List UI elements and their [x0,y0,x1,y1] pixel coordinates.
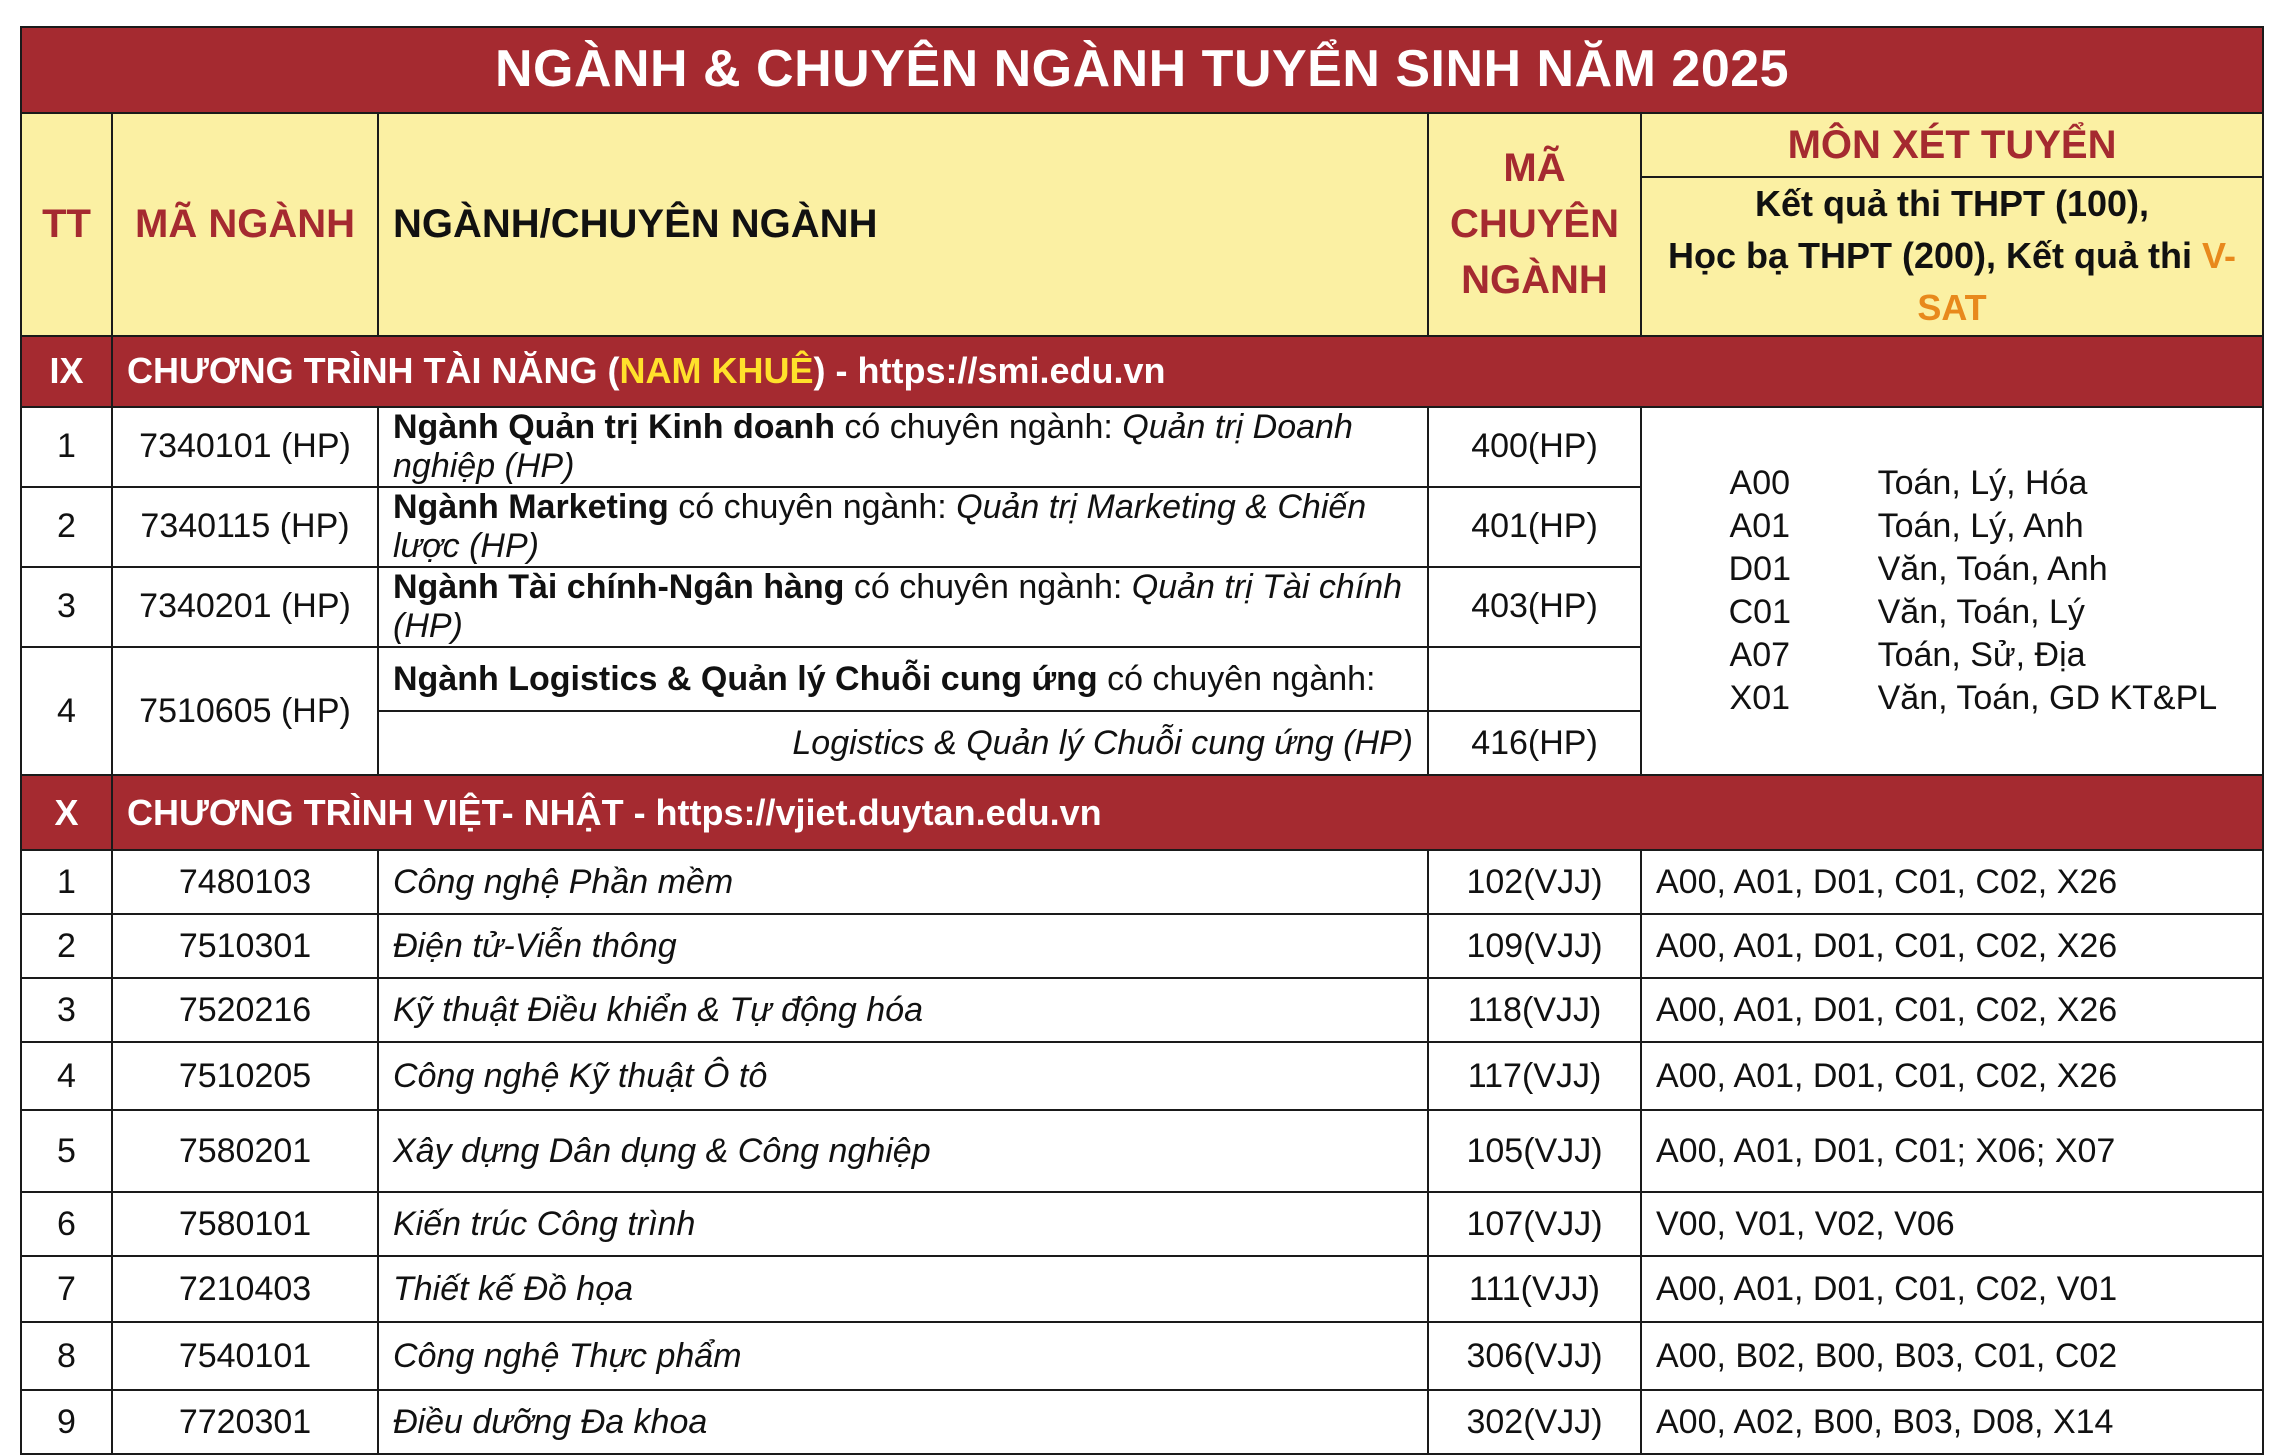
section-x-title: CHƯƠNG TRÌNH VIỆT- NHẬT - https://vjiet.duytan.edu.vn [112,775,2263,850]
header-ma-chuyen-nganh-line1: MÃ [1503,146,1566,191]
table-row [21,1322,2263,1390]
combo-subjects: Văn, Toán, Lý [1877,592,2085,631]
header-ma-chuyen-nganh-line2: CHUYÊN [1450,202,1619,247]
row-code: 7510605 (HP) [112,647,378,775]
specialization-name: Quản trị Marketing & Chiến lược (HP) [393,487,1367,565]
row-code: 7480103 [112,850,378,914]
major-name: Ngành Marketing [393,487,669,526]
header-nganh: NGÀNH/CHUYÊN NGÀNH [378,113,1428,336]
combo-code: C01 [1728,592,1791,631]
subject-combos-table [1642,462,2262,721]
row-code: 7540101 [112,1322,378,1390]
combo-subjects: Văn, Toán, Anh [1877,549,2108,588]
row-tt: 1 [21,850,112,914]
major-name: Ngành Quản trị Kinh doanh [393,407,835,446]
row-spec-code-empty [1428,647,1641,711]
row-tt: 1 [21,407,112,487]
combo-code: D01 [1728,549,1791,588]
table-row [21,914,2263,978]
row-tt: 4 [21,647,112,775]
admissions-table [20,26,2264,1455]
section-ix-title-prefix: CHƯƠNG TRÌNH TÀI NĂNG ( [127,350,620,392]
table-row [21,1256,2263,1322]
combo-subjects: Văn, Toán, GD KT&PL [1877,679,2218,718]
table-row [21,1390,2263,1454]
combo-code: A07 [1729,635,1791,674]
row-subjects: A00, A01, D01, C01, C02, X26 [1641,1042,2263,1110]
row-spec-code: 107(VJJ) [1428,1192,1641,1256]
row-code: 7340101 (HP) [112,407,378,487]
row-subjects: A00, B02, B00, B03, C01, C02 [1641,1322,2263,1390]
row-tt: 3 [21,567,112,647]
row-tt: 3 [21,978,112,1042]
major-connector: có chuyên ngành: [834,407,1123,446]
row-code: 7580201 [112,1110,378,1192]
row-spec-code: 102(VJJ) [1428,850,1641,914]
row-spec-code: 306(VJJ) [1428,1322,1641,1390]
table-row [21,407,2263,487]
row-spec-code: 400(HP) [1428,407,1641,487]
row-subjects: A00, A01, D01, C01, C02, V01 [1641,1256,2263,1322]
row-spec-code: 302(VJJ) [1428,1390,1641,1454]
row-code: 7340201 (HP) [112,567,378,647]
header-ma-nganh: MÃ NGÀNH [112,113,378,336]
table-row [21,978,2263,1042]
header-tt: TT [21,113,112,336]
row-spec-code: 105(VJJ) [1428,1110,1641,1192]
row-tt: 6 [21,1192,112,1256]
section-ix-title-highlight: NAM KHUÊ [619,350,814,392]
row-major: Công nghệ Phần mềm [378,850,1428,914]
row-major: Điện tử-Viễn thông [378,914,1428,978]
row-subjects: A00, A01, D01, C01, C02, X26 [1641,850,2263,914]
row-tt: 5 [21,1110,112,1192]
row-tt: 9 [21,1390,112,1454]
row-spec-code: 401(HP) [1428,487,1641,567]
row-major: Thiết kế Đồ họa [378,1256,1428,1322]
row-subjects: A00, A02, B00, B03, D08, X14 [1641,1390,2263,1454]
specialization-name: Logistics & Quản lý Chuỗi cung ứng (HP) [378,711,1428,775]
row-tt: 4 [21,1042,112,1110]
table-row [21,1042,2263,1110]
table-title: NGÀNH & CHUYÊN NGÀNH TUYỂN SINH NĂM 2025 [21,27,2263,113]
major-name: Ngành Tài chính-Ngân hàng [393,567,845,606]
combo-subjects: Toán, Lý, Anh [1877,506,2084,545]
row-code: 7510301 [112,914,378,978]
method-line2 [1656,230,2248,334]
section-ix-title-suffix: ) - https://smi.edu.vn [813,350,1166,392]
row-subjects: A00, A01, D01, C01; X06; X07 [1641,1110,2263,1192]
vsat-label: V-SAT [1917,235,2237,329]
row-code: 7510205 [112,1042,378,1110]
row-spec-code: 109(VJJ) [1428,914,1641,978]
method-line2-text: Học bạ THPT (200), Kết quả thi [1667,235,2203,277]
row-tt: 8 [21,1322,112,1390]
major-connector: có chuyên ngành: [668,487,957,526]
specialization-name: Quản trị Tài chính (HP) [393,567,1403,646]
row-major: Điều dưỡng Đa khoa [378,1390,1428,1454]
major-connector: có chuyên ngành: [844,567,1132,606]
row-spec-code: 403(HP) [1428,567,1641,647]
combo-code: A00 [1729,463,1791,502]
row-subjects: A00, A01, D01, C01, C02, X26 [1641,914,2263,978]
major-connector: có chuyên ngành: [1097,659,1376,698]
row-code: 7340115 (HP) [112,487,378,567]
row-code: 7720301 [112,1390,378,1454]
subject-combos [1641,407,2263,776]
row-spec-code: 416(HP) [1428,711,1641,775]
row-major: Kỹ thuật Điều khiển & Tự động hóa [378,978,1428,1042]
table-row [21,1192,2263,1256]
header-ma-chuyen-nganh-line3: NGÀNH [1461,258,1608,303]
combo-subjects: Toán, Lý, Hóa [1877,463,2088,502]
row-spec-code: 118(VJJ) [1428,978,1641,1042]
combo-code: A01 [1729,506,1791,545]
table-row [21,850,2263,914]
header-mon-xet-tuyen: MÔN XÉT TUYỂN [1641,113,2263,177]
row-subjects: V00, V01, V02, V06 [1641,1192,2263,1256]
section-ix-number: IX [21,336,112,407]
row-code: 7580101 [112,1192,378,1256]
header-admission-methods [1641,177,2263,336]
row-tt: 2 [21,487,112,567]
row-major [378,407,1428,487]
row-subjects: A00, A01, D01, C01, C02, X26 [1641,978,2263,1042]
combo-subjects: Toán, Sử, Địa [1877,635,2086,674]
row-code: 7520216 [112,978,378,1042]
method-line1: Kết quả thi THPT (100), [1755,183,2150,224]
row-code: 7210403 [112,1256,378,1322]
row-spec-code: 111(VJJ) [1428,1256,1641,1322]
section-ix-title [112,336,2263,407]
combo-code: X01 [1729,679,1791,718]
specialization-name: Quản trị Doanh nghiệp (HP) [393,407,1353,485]
major-name: Ngành Logistics & Quản lý Chuỗi cung ứng [393,659,1098,698]
row-major [378,647,1428,711]
row-major [378,567,1428,647]
row-major: Công nghệ Kỹ thuật Ô tô [378,1042,1428,1110]
row-tt: 2 [21,914,112,978]
table-row [21,1110,2263,1192]
header-ma-chuyen-nganh [1428,113,1641,336]
row-major: Xây dựng Dân dụng & Công nghiệp [378,1110,1428,1192]
row-major: Kiến trúc Công trình [378,1192,1428,1256]
row-tt: 7 [21,1256,112,1322]
section-x-number: X [21,775,112,850]
row-major: Công nghệ Thực phẩm [378,1322,1428,1390]
row-major [378,487,1428,567]
row-spec-code: 117(VJJ) [1428,1042,1641,1110]
